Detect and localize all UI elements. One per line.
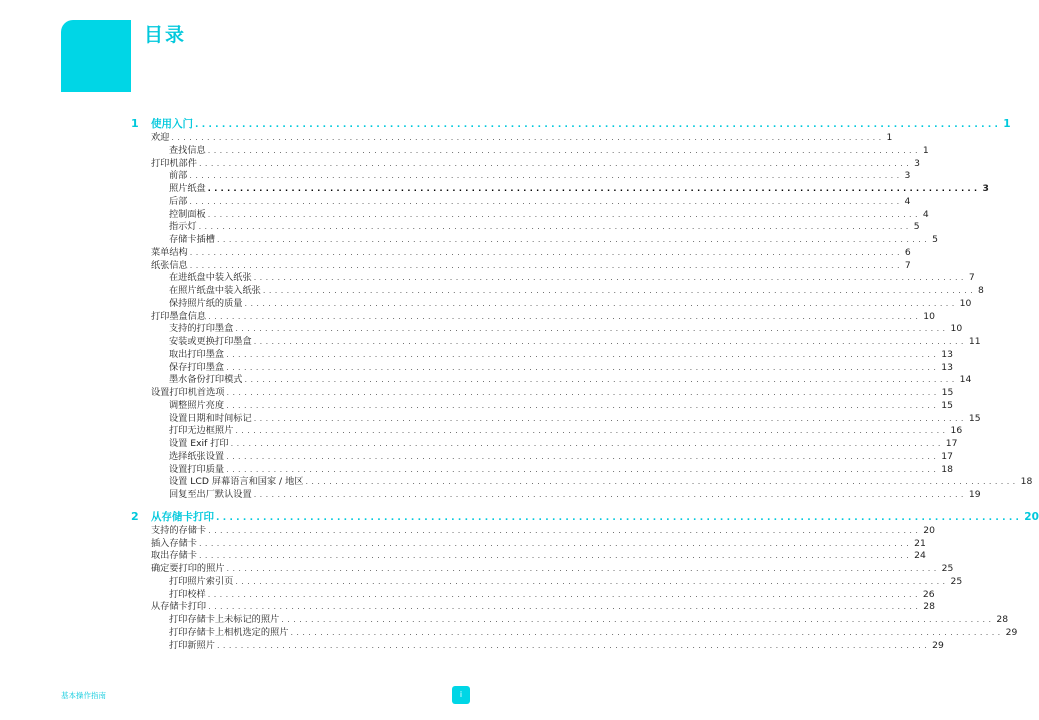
toc-leader-dots: ........................................................................................................................ bbox=[189, 247, 903, 257]
toc-page-number: 20 bbox=[923, 524, 935, 536]
toc-entry-line bbox=[151, 310, 935, 323]
toc-entry-title: 选择纸张设置 bbox=[169, 450, 225, 462]
toc-entry[interactable] bbox=[0, 233, 938, 246]
toc-entry-title: 存储卡插槽 bbox=[169, 234, 215, 245]
toc-entry-line bbox=[169, 335, 981, 348]
toc-entry-line bbox=[169, 169, 911, 182]
toc-entry-title: 查找信息 bbox=[169, 144, 206, 156]
toc-entry[interactable] bbox=[0, 271, 975, 284]
toc-leader-dots: ........................................................................................................................ bbox=[290, 627, 1004, 637]
toc-entry[interactable] bbox=[0, 549, 926, 562]
toc-page-number: 7 bbox=[904, 259, 911, 271]
toc-leader-dots: ........................................................................................................................ bbox=[235, 324, 949, 334]
toc-page-number: 10 bbox=[950, 323, 963, 335]
toc-entry-title: 打印照片索引页 bbox=[169, 575, 234, 587]
toc-entry[interactable] bbox=[0, 537, 926, 550]
toc-entry-title: 保存打印墨盒 bbox=[169, 361, 225, 373]
toc-entry-title: 确定要打印的照片 bbox=[151, 563, 225, 574]
toc-entry-line bbox=[169, 626, 1018, 639]
toc-entry[interactable] bbox=[0, 310, 935, 323]
toc-leader-dots: ........................................................................................................................ bbox=[189, 171, 903, 181]
toc-page-number: 5 bbox=[913, 221, 920, 233]
toc-leader-dots: ........................................................................................................................ bbox=[226, 349, 940, 359]
toc-entry-title: 从存储卡打印 bbox=[151, 601, 207, 613]
toc-page-number: 3 bbox=[904, 170, 911, 182]
toc-entry[interactable] bbox=[0, 373, 972, 386]
toc-chapter-number: 1 bbox=[131, 117, 139, 130]
toc-entry-title: 后部 bbox=[169, 195, 188, 207]
toc-entry-title: 欢迎 bbox=[151, 132, 170, 143]
toc-page-number: 16 bbox=[950, 425, 963, 437]
toc-leader-dots: ........................................................................................................................ bbox=[305, 477, 1019, 487]
toc-entry-title: 保持照片纸的质量 bbox=[169, 297, 243, 309]
toc-entry[interactable] bbox=[0, 524, 935, 537]
toc-page-number: 18 bbox=[1020, 476, 1033, 488]
toc-page-number: 8 bbox=[978, 285, 984, 296]
toc-entry-line bbox=[169, 220, 920, 233]
toc-entry[interactable] bbox=[0, 588, 935, 601]
toc-entry-line bbox=[151, 259, 911, 272]
toc-entry-title: 取出存储卡 bbox=[151, 550, 197, 562]
toc-chapter-number: 2 bbox=[131, 509, 139, 523]
toc-entry-title: 使用入门 bbox=[151, 118, 193, 130]
toc-entry-title: 菜单结构 bbox=[151, 246, 188, 258]
toc-entry-title: 支持的打印墨盒 bbox=[169, 323, 234, 335]
toc-page-number: 28 bbox=[996, 614, 1009, 625]
toc-page-number: 1 bbox=[886, 132, 893, 143]
toc-page-number: 4 bbox=[904, 195, 911, 207]
toc-entry-title: 安装或更换打印墨盒 bbox=[169, 336, 252, 347]
toc-entry[interactable] bbox=[0, 613, 1009, 626]
toc-entry-line bbox=[151, 524, 935, 537]
toc-page-number: 13 bbox=[941, 348, 953, 360]
toc-leader-dots: ........................................................................................................................ bbox=[235, 576, 949, 586]
toc-entry-line bbox=[169, 639, 944, 652]
toc-leader-dots: ........................................................................................................................ bbox=[253, 490, 967, 499]
toc-entry-line bbox=[151, 537, 926, 550]
toc-entry-line bbox=[151, 549, 926, 562]
toc-entry-line bbox=[169, 373, 972, 386]
toc-entry-line bbox=[169, 271, 975, 284]
toc-entry-title: 打印无边框照片 bbox=[169, 425, 234, 437]
toc-entry-title: 前部 bbox=[169, 170, 188, 182]
toc-leader-dots: ........................................................................................................................ bbox=[226, 400, 940, 410]
toc-entry-line bbox=[151, 117, 1011, 132]
toc-page-number: 29 bbox=[1005, 626, 1018, 638]
toc-page-number: 17 bbox=[945, 438, 958, 449]
toc-entry[interactable] bbox=[0, 626, 1018, 639]
toc-entry-line bbox=[151, 562, 954, 575]
toc-entry[interactable] bbox=[0, 169, 911, 182]
header-accent-block bbox=[61, 20, 131, 92]
toc-entry-line bbox=[169, 463, 953, 476]
toc-page-number: 25 bbox=[950, 575, 963, 587]
toc-page-number: 15 bbox=[968, 412, 981, 424]
toc-entry[interactable] bbox=[0, 450, 953, 463]
toc-page-number: 15 bbox=[941, 387, 954, 398]
toc-leader-dots: ........................................................................................................................ bbox=[253, 273, 967, 283]
toc-entry-title: 打印新照片 bbox=[169, 639, 215, 651]
toc-entry-title: 设置 Exif 打印 bbox=[169, 438, 229, 449]
toc-entry-line bbox=[169, 361, 953, 374]
toc-page-number: 14 bbox=[959, 374, 972, 386]
toc-entry-title: 设置 LCD 屏幕语言和国家 / 地区 bbox=[169, 476, 304, 488]
toc-entry-line bbox=[151, 386, 954, 399]
toc-leader-dots: ........................................................................................................................ bbox=[208, 525, 922, 535]
toc-entry-line bbox=[151, 157, 920, 170]
toc-entry[interactable] bbox=[0, 220, 920, 233]
toc-entry[interactable] bbox=[0, 386, 954, 399]
toc-leader-dots: ........................................................................................................................ bbox=[207, 184, 981, 193]
toc-entry[interactable] bbox=[0, 361, 953, 374]
toc-entry-title: 在进纸盘中装入纸张 bbox=[169, 272, 252, 284]
toc-entry-title: 回复至出厂默认设置 bbox=[169, 489, 252, 500]
toc-leader-dots: ........................................................................................................................ bbox=[198, 551, 913, 561]
toc-entry[interactable] bbox=[0, 284, 984, 297]
toc-entry-line bbox=[169, 208, 929, 221]
toc-page-number: 21 bbox=[914, 537, 926, 549]
toc-leader-dots: ........................................................................................................................ bbox=[208, 311, 922, 321]
toc-entry-line bbox=[169, 488, 981, 501]
page-number: i bbox=[452, 686, 470, 704]
toc-entry[interactable] bbox=[0, 322, 963, 335]
toc-leader-dots: ........................................................................................................................ bbox=[226, 464, 940, 474]
toc-entry-title: 设置打印机首选项 bbox=[151, 387, 225, 398]
toc-leader-dots: ........................................................................................................................ bbox=[189, 196, 903, 206]
toc-page-number: 17 bbox=[941, 450, 953, 462]
toc-leader-dots: ........................................................................................................................ bbox=[171, 133, 885, 142]
toc-leader-dots: ........................................................................................................................ bbox=[198, 222, 912, 232]
toc-entry-title: 打印校样 bbox=[169, 588, 206, 600]
toc-entry-title: 调整照片亮度 bbox=[169, 399, 225, 411]
toc-entry-title: 从存储卡打印 bbox=[151, 510, 214, 523]
toc-page-number: 18 bbox=[941, 463, 953, 475]
toc-entry[interactable] bbox=[0, 348, 953, 361]
toc-page-number: 3 bbox=[982, 183, 989, 194]
toc-entry[interactable] bbox=[0, 488, 981, 501]
toc-page-number: 20 bbox=[1024, 510, 1039, 523]
toc-entry-line bbox=[169, 233, 938, 246]
toc-page-number: 25 bbox=[941, 563, 954, 574]
toc-entry-title: 打印存储卡上相机选定的照片 bbox=[169, 626, 289, 638]
toc-page-number: 4 bbox=[922, 208, 929, 220]
toc-entry-title: 打印机部件 bbox=[151, 157, 197, 169]
toc-entry-line bbox=[169, 348, 953, 361]
toc-entry-title: 在照片纸盘中装入纸张 bbox=[169, 285, 261, 296]
toc-chapter[interactable] bbox=[0, 509, 1039, 524]
toc-entry-title: 插入存储卡 bbox=[151, 537, 197, 549]
toc-entry-title: 纸张信息 bbox=[151, 259, 188, 271]
toc-entry-title: 打印存储卡上未标记的照片 bbox=[169, 614, 280, 625]
toc-entry[interactable] bbox=[0, 182, 989, 195]
toc-entry[interactable] bbox=[0, 424, 963, 437]
toc-entry[interactable] bbox=[0, 157, 920, 170]
toc-page-number: 28 bbox=[923, 601, 935, 613]
toc-page-number: 13 bbox=[941, 361, 953, 373]
toc-leader-dots: ........................................................................................................................ bbox=[208, 602, 922, 612]
toc-entry[interactable] bbox=[0, 475, 1033, 488]
toc-page-number: 19 bbox=[968, 489, 981, 500]
toc-leader-dots: ........................................................................................................................ bbox=[226, 362, 940, 372]
toc-page-number: 1 bbox=[922, 144, 929, 156]
toc-entry-title: 打印墨盒信息 bbox=[151, 310, 207, 322]
toc-entry-line bbox=[169, 588, 935, 601]
toc-leader-dots: ........................................................................................................................ bbox=[207, 145, 921, 155]
toc-entry-line bbox=[169, 437, 958, 450]
toc-entry[interactable] bbox=[0, 335, 981, 348]
toc-entry[interactable] bbox=[0, 399, 953, 412]
toc-entry-title: 墨水备份打印模式 bbox=[169, 374, 243, 386]
toc-entry[interactable] bbox=[0, 246, 911, 259]
toc-entry-line bbox=[169, 284, 984, 297]
toc-leader-dots: ........................................................................................................................ bbox=[198, 158, 913, 168]
toc-entry-line bbox=[169, 450, 953, 463]
toc-leader-dots: ........................................................................................................................ bbox=[244, 298, 958, 308]
toc-leader-dots: ........................................................................................................................ bbox=[226, 451, 940, 461]
toc-entry-line bbox=[169, 424, 963, 437]
toc-leader-dots: ........................................................................................................................ bbox=[216, 512, 1023, 523]
toc-entry[interactable] bbox=[0, 600, 935, 613]
toc-entry[interactable] bbox=[0, 463, 953, 476]
toc-page-number: 24 bbox=[914, 550, 926, 562]
toc-entry[interactable] bbox=[0, 562, 954, 575]
toc-page-number: 15 bbox=[941, 399, 953, 411]
toc-entry-line bbox=[169, 322, 963, 335]
toc-entry-line bbox=[169, 613, 1009, 626]
toc-page-number: 6 bbox=[904, 246, 911, 258]
toc-entry-title: 支持的存储卡 bbox=[151, 524, 207, 536]
footer-doc-title: 基本操作指南 bbox=[61, 691, 106, 700]
toc-entry-title: 设置日期和时间标记 bbox=[169, 412, 252, 424]
toc-entry[interactable] bbox=[0, 437, 958, 450]
toc-entry-line bbox=[169, 144, 929, 157]
toc-page-number: 3 bbox=[914, 157, 920, 169]
toc-entry[interactable] bbox=[0, 575, 963, 588]
toc-leader-dots: ........................................................................................................................ bbox=[226, 564, 940, 573]
toc-leader-dots: ........................................................................................................................ bbox=[198, 538, 913, 548]
toc-leader-dots: ........................................................................................................................ bbox=[207, 589, 921, 599]
toc-leader-dots: ........................................................................................................................ bbox=[189, 260, 903, 270]
toc-entry-title: 控制面板 bbox=[169, 208, 206, 220]
toc-entry-line bbox=[151, 131, 893, 144]
toc-entry[interactable] bbox=[0, 131, 893, 144]
toc-page-number: 11 bbox=[968, 336, 981, 347]
toc-entry-title: 取出打印墨盒 bbox=[169, 348, 225, 360]
toc-entry-line bbox=[169, 412, 981, 425]
toc-page-number: 26 bbox=[922, 588, 935, 600]
toc-leader-dots: ........................................................................................................................ bbox=[230, 439, 944, 448]
toc-entry-title: 照片纸盘 bbox=[169, 183, 206, 194]
toc-entry-title: 指示灯 bbox=[169, 221, 197, 233]
toc-entry-title: 设置打印质量 bbox=[169, 463, 225, 475]
toc-page-number: 10 bbox=[923, 310, 935, 322]
page-title: 目录 bbox=[144, 24, 187, 46]
toc-page-number: 29 bbox=[932, 639, 944, 651]
toc-page-number: 7 bbox=[968, 272, 975, 284]
toc-entry-line bbox=[169, 297, 972, 310]
toc-entry[interactable] bbox=[0, 195, 911, 208]
toc-entry[interactable] bbox=[0, 297, 972, 310]
toc-entry[interactable] bbox=[0, 639, 944, 652]
toc-chapter[interactable] bbox=[0, 117, 1011, 131]
toc-entry-line bbox=[169, 575, 963, 588]
toc-entry-line bbox=[169, 182, 989, 195]
toc-leader-dots: ........................................................................................................................ bbox=[195, 120, 1002, 130]
toc-entry-line bbox=[151, 246, 911, 259]
toc-entry-line bbox=[169, 399, 953, 412]
toc-entry[interactable] bbox=[0, 144, 929, 157]
toc-leader-dots: ........................................................................................................................ bbox=[226, 388, 940, 397]
toc-page-number: 5 bbox=[932, 234, 938, 245]
toc-leader-dots: ........................................................................................................................ bbox=[235, 426, 949, 436]
toc-leader-dots: ........................................................................................................................ bbox=[262, 286, 977, 295]
toc-leader-dots: ........................................................................................................................ bbox=[207, 209, 921, 219]
toc-entry-line bbox=[169, 475, 1033, 488]
toc-leader-dots: ........................................................................................................................ bbox=[281, 615, 995, 624]
toc-leader-dots: ........................................................................................................................ bbox=[253, 337, 967, 346]
toc-entry[interactable] bbox=[0, 412, 981, 425]
toc-entry-line bbox=[151, 600, 935, 613]
toc-leader-dots: ........................................................................................................................ bbox=[244, 375, 958, 385]
toc-leader-dots: ........................................................................................................................ bbox=[253, 413, 967, 423]
toc-entry[interactable] bbox=[0, 208, 929, 221]
toc-entry-line bbox=[169, 195, 911, 208]
toc-entry-line bbox=[151, 510, 1039, 525]
toc-leader-dots: ........................................................................................................................ bbox=[216, 235, 931, 244]
toc-page-number: 10 bbox=[959, 297, 972, 309]
toc-page-number: 1 bbox=[1003, 118, 1011, 130]
toc-entry[interactable] bbox=[0, 259, 911, 272]
toc-leader-dots: ........................................................................................................................ bbox=[216, 640, 931, 650]
